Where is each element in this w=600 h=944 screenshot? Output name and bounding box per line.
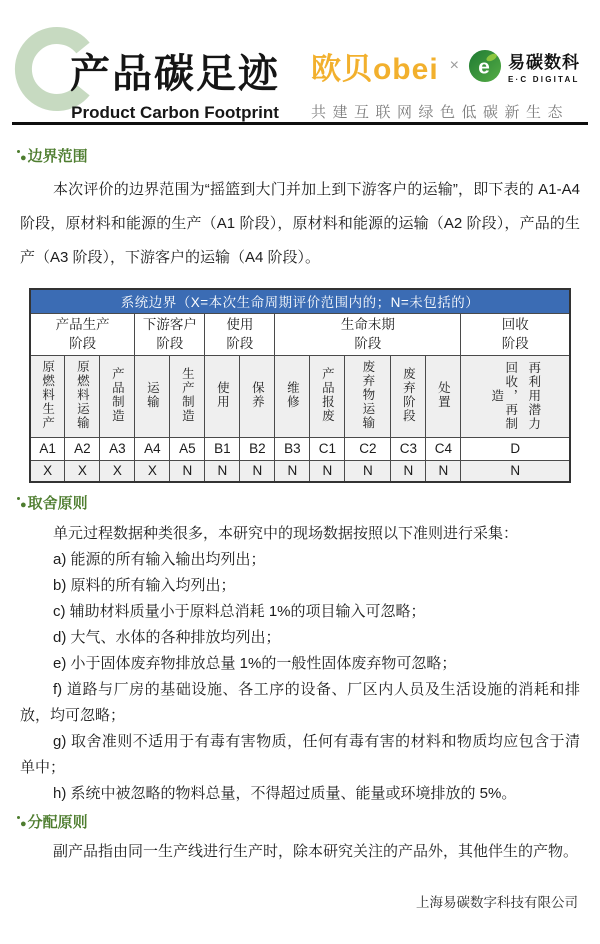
- col-included-cell: N: [461, 460, 570, 482]
- boundary-paragraph: 本次评价的边界范围为“摇篮到大门并加上到下游客户的运输”，即下表的 A1-A4 阶段，原材料和能源的生产（A1 阶段），原材料和能源的运输（A2 阶段），产品的生产（A3 阶段），下游客户的运输（A4 阶段）。: [20, 181, 580, 266]
- bullet-icon: ●: [20, 818, 27, 830]
- bullet-icon: ●: [20, 499, 27, 511]
- group-suffix: 阶段: [69, 336, 97, 351]
- pcf-brand: [12, 24, 304, 128]
- section-title: 分配原则: [27, 814, 88, 831]
- group-name: 下游客户: [142, 317, 197, 332]
- partner-logos: [311, 44, 580, 122]
- col-label-cell: 维修: [275, 355, 310, 437]
- list-item: h) 系统中被忽略的物料总量，不得超过质量、能量或环境排放的 5%。: [53, 785, 517, 802]
- col-code-cell: C2: [345, 437, 391, 460]
- section-heading-allocation: [20, 811, 580, 832]
- recycle-label-pair: 回收，再制造 再利用潜力: [489, 361, 541, 431]
- group-header-cell: [30, 313, 135, 355]
- ec-digital-wordmark: [508, 48, 580, 84]
- list-item: f) 道路与厂房的基础设施、各工序的设备、厂区内人员及生活设施的消耗和排放，均可忽略；: [20, 681, 580, 724]
- brand-text: [70, 42, 280, 123]
- col-included-cell: N: [240, 460, 275, 482]
- col-label-cell: 生产制造: [170, 355, 205, 437]
- col-code-cell: B3: [275, 437, 310, 460]
- col-label-cell: 废弃阶段: [391, 355, 426, 437]
- group-suffix: 阶段: [354, 336, 382, 351]
- col-code-cell: B2: [240, 437, 275, 460]
- list-item: g) 取舍准则不适用于有毒有害物质，任何有毒有害的材料和物质均应包含于清单中；: [20, 733, 580, 776]
- col-code-cell: A5: [170, 437, 205, 460]
- page-title: 产品碳足迹: [70, 52, 280, 96]
- header-tagline: 共建互联网绿色低碳新生态: [310, 104, 569, 121]
- svg-text:e: e: [478, 55, 490, 79]
- list-item: e) 小于固体废弃物排放总量 1%的一般性固体废弃物可忽略；: [53, 655, 457, 672]
- col-code-cell: D: [461, 437, 570, 460]
- col-label-cell: 产品制造: [100, 355, 135, 437]
- allocation-paragraph: 副产品指由同一生产线进行生产时，除本研究关注的产品外，其他伴生的产物。: [53, 843, 579, 860]
- group-header-cell: [205, 313, 275, 355]
- page-footer: [0, 865, 600, 911]
- list-item: d) 大气、水体的各种排放均列出；: [53, 629, 281, 646]
- section-title: 边界范围: [27, 148, 88, 165]
- page-subtitle: Product Carbon Footprint: [71, 103, 279, 122]
- col-code-cell: A3: [100, 437, 135, 460]
- group-name: 产品生产: [55, 317, 110, 332]
- col-included-cell: N: [310, 460, 345, 482]
- ec-sub: E·C DIGITAL: [508, 75, 580, 84]
- section-title: 取舍原则: [27, 495, 88, 512]
- col-label-cell: 运输: [135, 355, 170, 437]
- col-included-cell: X: [135, 460, 170, 482]
- section-heading-cutoff: [20, 492, 580, 513]
- col-label-cell: 原燃料生产: [30, 355, 65, 437]
- col-label-cell: [461, 355, 570, 437]
- col-included-cell: X: [30, 460, 65, 482]
- group-name: 回收: [501, 317, 529, 332]
- col-included-cell: N: [275, 460, 310, 482]
- cutoff-items: [20, 547, 580, 807]
- list-item: a) 能源的所有输入输出均列出；: [53, 551, 266, 568]
- col-code-cell: C4: [426, 437, 461, 460]
- col-label-cell: 产品报废: [310, 355, 345, 437]
- group-header-cell: [135, 313, 205, 355]
- group-suffix: 阶段: [156, 336, 184, 351]
- group-name: 使用: [226, 317, 254, 332]
- company-name: 上海易碳数字科技有限公司: [416, 895, 578, 910]
- col-code-cell: C3: [391, 437, 426, 460]
- group-suffix: 阶段: [226, 336, 254, 351]
- col-label-cell: 使用: [205, 355, 240, 437]
- col-included-cell: N: [391, 460, 426, 482]
- group-header-cell: [461, 313, 570, 355]
- col-included-cell: X: [65, 460, 100, 482]
- col-included-cell: N: [426, 460, 461, 482]
- col-label-cell: 废弃物运输: [345, 355, 391, 437]
- col-code-cell: A2: [65, 437, 100, 460]
- col-included-cell: N: [205, 460, 240, 482]
- section-heading-boundary: [20, 145, 580, 166]
- col-label-cell: 保养: [240, 355, 275, 437]
- col-label-cell: 处置: [426, 355, 461, 437]
- col-code-cell: A1: [30, 437, 65, 460]
- list-item: c) 辅助材料质量小于原料总消耗 1%的项目输入可忽略；: [53, 603, 426, 620]
- col-code-cell: C1: [310, 437, 345, 460]
- bullet-icon: ●: [20, 152, 27, 164]
- group-header-cell: [275, 313, 461, 355]
- obei-logo: 欧贝obei: [310, 53, 439, 86]
- ec-digital-logo-icon: [468, 49, 502, 83]
- col-included-cell: X: [100, 460, 135, 482]
- group-suffix: 阶段: [501, 336, 529, 351]
- table-title: 系统边界（X=本次生命周期评价范围内的；N=未包括的）: [30, 289, 570, 313]
- page-header: [0, 0, 600, 122]
- partner-row: [311, 44, 580, 88]
- col-code-cell: B1: [205, 437, 240, 460]
- col-label-cell: 原燃料运输: [65, 355, 100, 437]
- list-item: b) 原料的所有输入均列出；: [53, 577, 236, 594]
- document-body: [0, 145, 600, 865]
- multiply-icon: ×: [449, 57, 459, 74]
- group-name: 生命末期: [340, 317, 395, 332]
- ec-name: 易碳数科: [508, 53, 580, 72]
- col-included-cell: N: [170, 460, 205, 482]
- col-code-cell: A4: [135, 437, 170, 460]
- system-boundary-table: [29, 288, 571, 483]
- col-included-cell: N: [345, 460, 391, 482]
- cutoff-intro: 单元过程数据种类很多，本研究中的现场数据按照以下准则进行采集：: [53, 525, 519, 542]
